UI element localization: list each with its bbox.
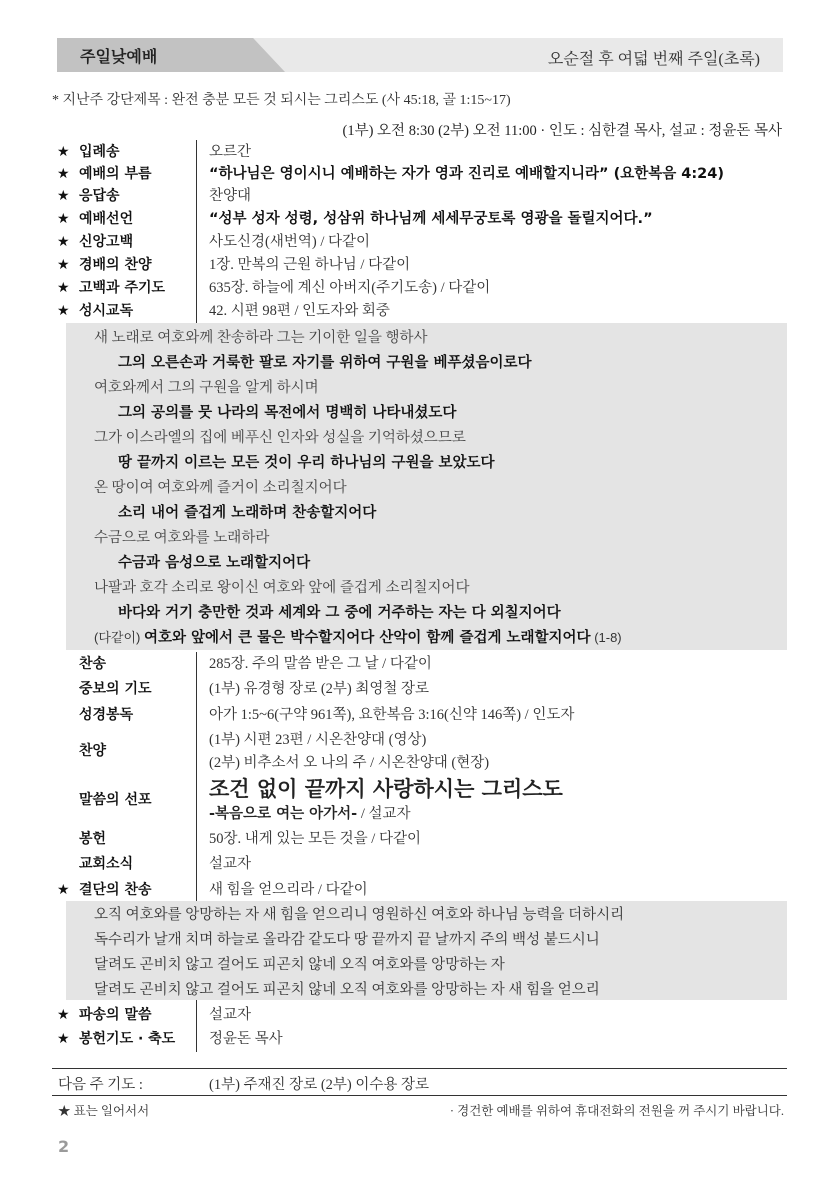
order-row-declaration — [57, 207, 787, 228]
divider — [52, 1095, 787, 1096]
unison-text: 여호와 앞에서 큰 물은 박수할지어다 산악이 함께 즐겁게 노래할지어다 — [143, 630, 591, 646]
order-row-sending — [57, 1003, 787, 1024]
section-title: 주일낮예배 — [80, 47, 158, 66]
star-icon: ★ — [57, 143, 70, 160]
order-value: 설교자 — [209, 1007, 252, 1023]
order-label: 말씀의 선포 — [79, 792, 152, 808]
order-label: 경배의 찬양 — [79, 256, 152, 273]
lyric-line: 달려도 곤비치 않고 걸어도 피곤치 않네 오직 여호와를 앙망하는 자 — [94, 957, 505, 973]
order-label: 예배선언 — [79, 210, 134, 227]
order-row-closing-hymn — [57, 878, 787, 899]
next-week-prayer: (1부) 주재진 장로 (2부) 이수용 장로 — [209, 1077, 430, 1093]
order-row-offering — [57, 827, 787, 848]
sermon-subtitle — [209, 802, 411, 823]
star-icon: ★ — [57, 233, 70, 250]
reading-line-congregation: 수금과 음성으로 노래할지어다 — [118, 555, 311, 571]
order-value: 설교자 — [209, 856, 252, 872]
order-value: “하나님은 영이시니 예배하는 자가 영과 진리로 예배할지니라” (요한복음 4:24) — [209, 166, 724, 182]
star-icon: ★ — [57, 256, 70, 273]
order-row-hymn — [57, 652, 787, 673]
order-row-anthem — [57, 727, 787, 773]
reading-line-congregation: 그의 오른손과 거룩한 팔로 자기를 위하여 구원을 베푸셨음이로다 — [118, 355, 532, 371]
order-value: 찬양대 — [209, 188, 252, 204]
order-row-praise — [57, 253, 787, 274]
standing-note: ★ 표는 일어서서 — [58, 1104, 150, 1118]
order-label: 성경봉독 — [79, 706, 134, 723]
order-row-psalter — [57, 299, 787, 320]
star-icon: ★ — [57, 165, 70, 182]
order-label: 교회소식 — [79, 855, 134, 872]
reading-line-leader: 그가 이스라엘의 집에 베푸신 인자와 성실을 기억하셨으므로 — [94, 430, 466, 446]
order-value: (1부) 유경형 장로 (2부) 최영철 장로 — [209, 681, 430, 697]
order-label: 봉헌 — [79, 830, 107, 847]
star-icon: ★ — [57, 302, 70, 319]
order-row-entrance — [57, 140, 787, 161]
order-row-scripture — [57, 703, 787, 724]
liturgical-season: 오순절 후 여덟 번째 주일(초록) — [547, 51, 760, 68]
order-value: 오르간 — [209, 144, 252, 160]
lyric-line: 달려도 곤비치 않고 걸어도 피곤치 않네 오직 여호와를 앙망하는 자 새 힘을 얻으리 — [94, 982, 600, 998]
sermon-series: -복음으로 여는 아가서- — [209, 806, 358, 822]
reading-line-leader: 온 땅이여 여호와께 즐거이 소리칠지어다 — [94, 480, 347, 496]
order-value: 새 힘을 얻으리라 / 다같이 — [209, 882, 368, 898]
order-value: 아가 1:5~6(구약 961쪽), 요한복음 3:16(신약 146쪽) / 인도자 — [209, 707, 575, 723]
order-label: 봉헌기도 · 축도 — [79, 1030, 176, 1047]
order-value: 42. 시편 98편 / 인도자와 회중 — [209, 303, 390, 319]
next-week-label: 다음 주 기도 : — [58, 1077, 143, 1093]
star-icon: ★ — [57, 1030, 70, 1047]
anthem-second-service: (2부) 비추소서 오 나의 주 / 시온찬양대 (현장) — [209, 755, 490, 771]
sermon-title: 조건 없이 끝까지 사랑하시는 그리스도 — [209, 777, 563, 801]
order-label: 성시교독 — [79, 302, 134, 319]
order-label: 신앙고백 — [79, 233, 134, 250]
order-label: 파송의 말씀 — [79, 1006, 152, 1023]
reading-line-leader: 새 노래로 여호와께 찬송하라 그는 기이한 일을 행하사 — [94, 330, 428, 346]
order-value: 285장. 주의 말씀 받은 그 날 / 다같이 — [209, 656, 432, 672]
star-icon: ★ — [57, 881, 70, 898]
order-row-call — [57, 162, 787, 183]
last-week-note: * 지난주 강단제목 : 완전 충분 모든 것 되시는 그리스도 (사 45:18, 골 1:15~17) — [52, 93, 511, 108]
order-value: 1장. 만복의 근원 하나님 / 다같이 — [209, 257, 411, 273]
lyric-line: 독수리가 날개 치며 하늘로 올라감 같도다 땅 끝까지 끝 날까지 주의 백성 붙드시니 — [94, 932, 600, 948]
reading-line-leader: 여호와께서 그의 구원을 알게 하시며 — [94, 380, 319, 396]
phone-notice: · 경건한 예배를 위하여 휴대전화의 전원을 꺼 주시기 바랍니다. — [449, 1104, 784, 1118]
star-icon: ★ — [57, 279, 70, 296]
reading-line-congregation: 바다와 거기 충만한 것과 세계와 그 중에 거주하는 자는 다 외칠지어다 — [118, 605, 561, 621]
order-row-response — [57, 184, 787, 205]
order-row-intercession — [57, 677, 787, 698]
order-row-benediction — [57, 1027, 787, 1048]
order-label: 결단의 찬송 — [79, 881, 152, 898]
order-value: 사도신경(새번역) / 다같이 — [209, 234, 371, 250]
order-label: 예배의 부름 — [79, 165, 152, 182]
star-icon: ★ — [57, 210, 70, 227]
reading-line-congregation: 소리 내어 즐겁게 노래하며 찬송할지어다 — [118, 505, 377, 521]
order-label: 중보의 기도 — [79, 680, 152, 697]
star-icon: ★ — [57, 187, 70, 204]
order-row-creed — [57, 230, 787, 251]
reading-line-unison — [94, 626, 622, 647]
order-label: 고백과 주기도 — [79, 279, 166, 296]
order-label: 찬송 — [79, 655, 107, 672]
divider — [52, 1068, 787, 1069]
order-value: 635장. 하늘에 계신 아버지(주기도송) / 다같이 — [209, 280, 491, 296]
lyric-line: 오직 여호와를 앙망하는 자 새 힘을 얻으리니 영원하신 여호와 하나님 능력을 더하시리 — [94, 907, 625, 923]
sermon-speaker: / 설교자 — [357, 806, 411, 822]
anthem-first-service: (1부) 시편 23편 / 시온찬양대 (영상) — [209, 732, 427, 748]
order-value: “성부 성자 성령, 성삼위 하나님께 세세무궁토록 영광을 돌릴지어다.” — [209, 211, 653, 227]
star-icon: ★ — [57, 1006, 70, 1023]
order-label: 입례송 — [79, 143, 120, 160]
verse-range: (1-8) — [594, 630, 622, 645]
reading-line-leader: 수금으로 여호와를 노래하라 — [94, 530, 270, 546]
order-row-lords-prayer — [57, 276, 787, 297]
order-value: 50장. 내게 있는 모든 것을 / 다같이 — [209, 831, 421, 847]
order-row-news — [57, 852, 787, 873]
page-number: 2 — [58, 1137, 70, 1156]
order-value: 정윤돈 목사 — [209, 1031, 283, 1047]
reading-line-congregation: 땅 끝까지 이르는 모든 것이 우리 하나님의 구원을 보았도다 — [118, 455, 495, 471]
order-label: 응답송 — [79, 187, 120, 204]
order-label: 찬양 — [79, 743, 107, 759]
reading-line-congregation: 그의 공의를 뭇 나라의 목전에서 명백히 나타내셨도다 — [118, 405, 457, 421]
service-times: (1부) 오전 8:30 (2부) 오전 11:00 · 인도 : 심한결 목사, 설교 : 정윤돈 목사 — [342, 123, 782, 139]
unison-marker: (다같이) — [94, 630, 141, 645]
reading-line-leader: 나팔과 호각 소리로 왕이신 여호와 앞에 즐겁게 소리칠지어다 — [94, 580, 470, 596]
